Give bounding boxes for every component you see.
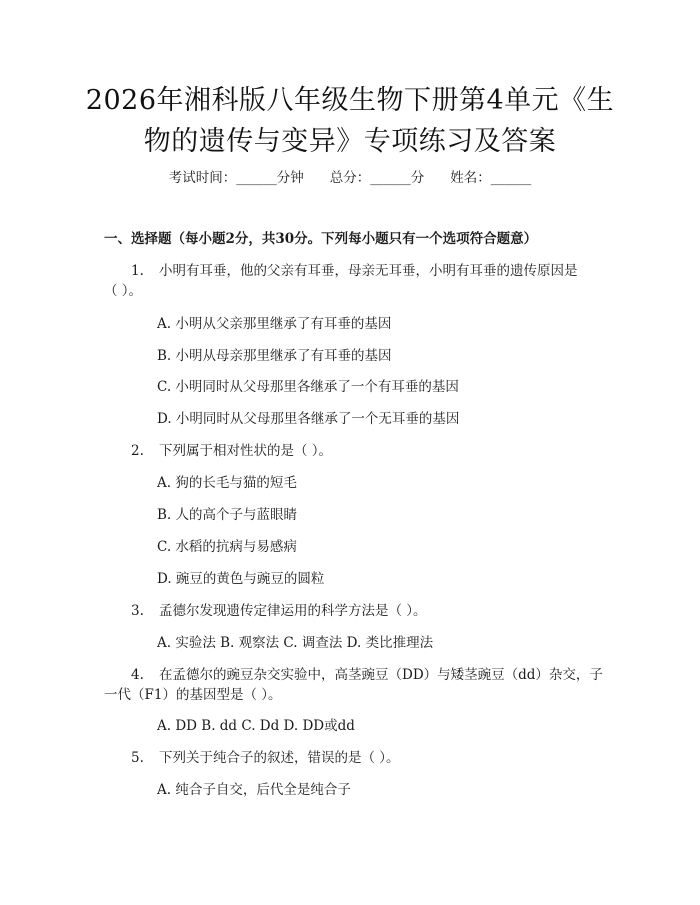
exam-time: 考试时间：______分钟 — [168, 170, 304, 186]
question-3-stem — [131, 601, 427, 621]
title-line-2: 物的遗传与变异》专项练习及答案 — [143, 126, 557, 157]
question-4-stem — [131, 665, 603, 685]
question-text: 下列属于相对性状的是（ ）。 — [159, 443, 333, 459]
question-2-option-d: D. 豌豆的黄色与豌豆的圆粒 — [157, 571, 325, 587]
title-line-1: 2026年湘科版八年级生物下册第4单元《生 — [85, 85, 615, 116]
question-number: 3. — [131, 603, 144, 619]
question-1-stem-cont: （ ）。 — [104, 283, 143, 299]
exam-score: 总分：______分 — [329, 170, 425, 186]
exam-info — [0, 168, 700, 188]
question-2-option-b: B. 人的高个子与蓝眼睛 — [157, 507, 298, 523]
document-title — [60, 80, 640, 162]
question-number: 2. — [131, 443, 144, 459]
section-heading: 一、选择题（每小题2分，共30分。下列每小题只有一个选项符合题意） — [104, 231, 538, 247]
question-number: 4. — [131, 667, 144, 683]
question-1-option-b: B. 小明从母亲那里继承了有耳垂的基因 — [157, 348, 392, 364]
question-3-options: A. 实验法 B. 观察法 C. 调查法 D. 类比推理法 — [157, 635, 434, 651]
question-5-option-a: A. 纯合子自交，后代全是纯合子 — [157, 782, 351, 798]
question-text: 孟德尔发现遗传定律运用的科学方法是（ ）。 — [159, 603, 427, 619]
question-5-stem — [131, 748, 400, 768]
question-2-option-c: C. 水稻的抗病与易感病 — [157, 539, 297, 555]
question-number: 5. — [131, 750, 144, 766]
question-2-stem — [131, 441, 332, 461]
question-1-option-c: C. 小明同时从父母那里各继承了一个有耳垂的基因 — [157, 379, 459, 395]
question-4-options: A. DD B. dd C. Dd D. DD或dd — [157, 718, 355, 734]
question-text: 小明有耳垂，他的父亲有耳垂，母亲无耳垂，小明有耳垂的遗传原因是 — [159, 263, 578, 279]
question-2-option-a: A. 狗的长毛与猫的短毛 — [157, 475, 297, 491]
question-4-stem-cont: 一代（F1）的基因型是（ ）。 — [104, 687, 282, 703]
question-text: 下列关于纯合子的叙述，错误的是（ ）。 — [159, 750, 400, 766]
question-text: 在孟德尔的豌豆杂交实验中，高茎豌豆（DD）与矮茎豌豆（dd）杂交，子 — [159, 667, 603, 683]
question-1-option-d: D. 小明同时从父母那里各继承了一个无耳垂的基因 — [157, 411, 460, 427]
student-name: 姓名：______ — [450, 170, 532, 186]
question-1-stem — [131, 261, 578, 281]
question-1-option-a: A. 小明从父亲那里继承了有耳垂的基因 — [157, 316, 392, 332]
question-number: 1. — [131, 263, 144, 279]
